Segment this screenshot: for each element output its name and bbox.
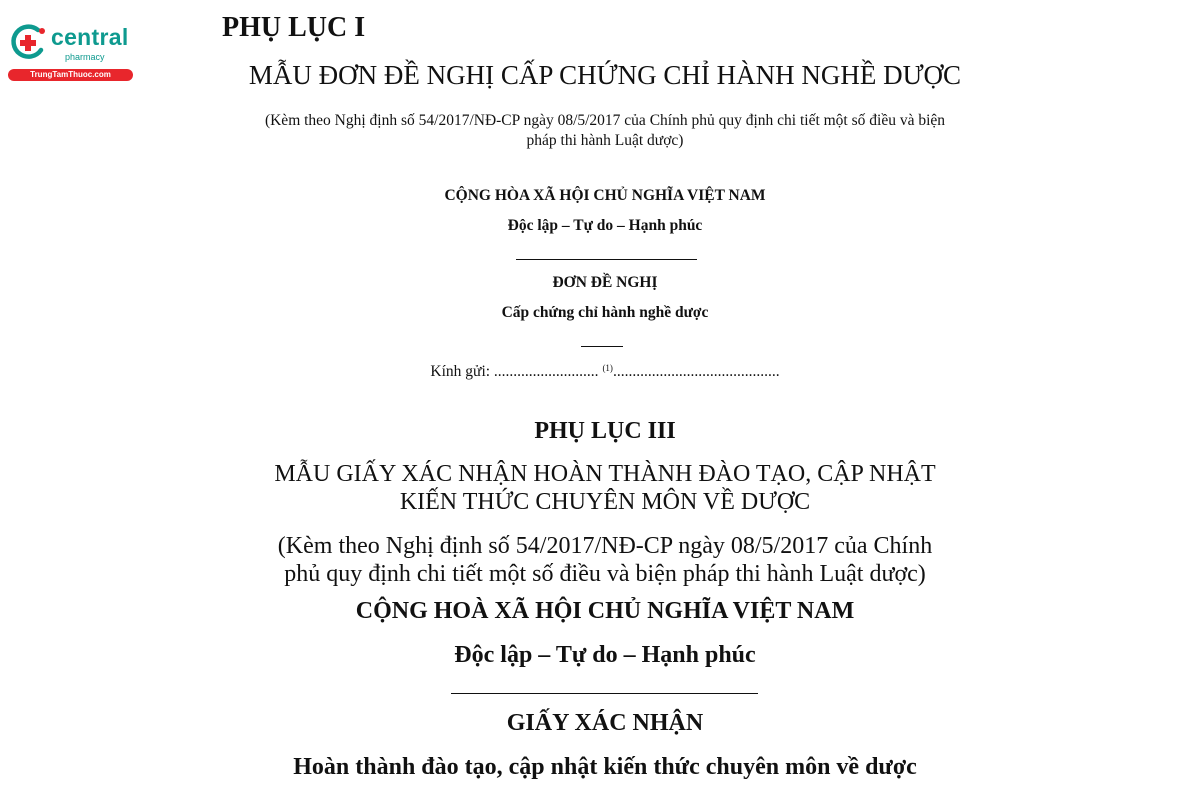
- appendix-1-note-line-2: pháp thi hành Luật dược): [526, 132, 684, 149]
- appendix-3-form-subtitle: Hoàn thành đào tạo, cập nhật kiến thức chuyên môn về dược: [293, 754, 917, 780]
- appendix-1-form-title: ĐƠN ĐỀ NGHỊ: [552, 274, 658, 291]
- appendix-1-heading: PHỤ LỤC I: [222, 12, 366, 43]
- appendix-3-heading: PHỤ LỤC III: [534, 418, 676, 444]
- appendix-3-note-line-1: (Kèm theo Nghị định số 54/2017/NĐ-CP ngày 08/5/2017 của Chính: [277, 533, 933, 559]
- appendix-3-note: [5, 532, 1200, 588]
- recipient-label: Kính gửi: ...........................: [430, 363, 599, 380]
- appendix-3-divider: [451, 693, 758, 694]
- pharmacy-cross-logo-icon: [8, 22, 48, 62]
- logo-website: TrungTamThuoc.com: [8, 69, 133, 81]
- appendix-3-title-line-2: KIẾN THỨC CHUYÊN MÔN VỀ DƯỢC: [399, 489, 811, 515]
- logo-subtitle: pharmacy: [65, 52, 105, 62]
- appendix-1-divider: [516, 259, 697, 260]
- appendix-3-motto: Độc lập – Tự do – Hạnh phúc: [454, 642, 756, 668]
- appendix-3-note-line-2: phủ quy định chi tiết một số điều và biện pháp thi hành Luật dược): [284, 561, 926, 587]
- appendix-3-title: [5, 460, 1200, 516]
- logo-brand-name: central: [51, 24, 129, 50]
- appendix-1-note-line-1: (Kèm theo Nghị định số 54/2017/NĐ-CP ngày 08/5/2017 của Chính phủ quy định chi tiết một số điều và biện: [264, 112, 946, 129]
- appendix-1-short-divider: [581, 346, 623, 347]
- appendix-1-country: CỘNG HÒA XÃ HỘI CHỦ NGHĨA VIỆT NAM: [444, 187, 766, 204]
- recipient-footnote-marker: (1): [602, 363, 613, 373]
- appendix-1-motto: Độc lập – Tự do – Hạnh phúc: [507, 217, 703, 234]
- appendix-3-title-line-1: MẪU GIẤY XÁC NHẬN HOÀN THÀNH ĐÀO TẠO, CẬP NHẬT: [274, 461, 936, 487]
- appendix-1-title: MẪU ĐƠN ĐỀ NGHỊ CẤP CHỨNG CHỈ HÀNH NGHỀ DƯỢC: [248, 60, 962, 90]
- recipient-dots: ...........................................: [612, 363, 780, 380]
- recipient-line: [5, 363, 1200, 381]
- appendix-1-form-subtitle: Cấp chứng chỉ hành nghề dược: [501, 304, 709, 321]
- appendix-3-country: CỘNG HOÀ XÃ HỘI CHỦ NGHĨA VIỆT NAM: [355, 598, 855, 624]
- appendix-3-form-title: GIẤY XÁC NHẬN: [506, 710, 704, 736]
- appendix-1-note: [5, 111, 1200, 151]
